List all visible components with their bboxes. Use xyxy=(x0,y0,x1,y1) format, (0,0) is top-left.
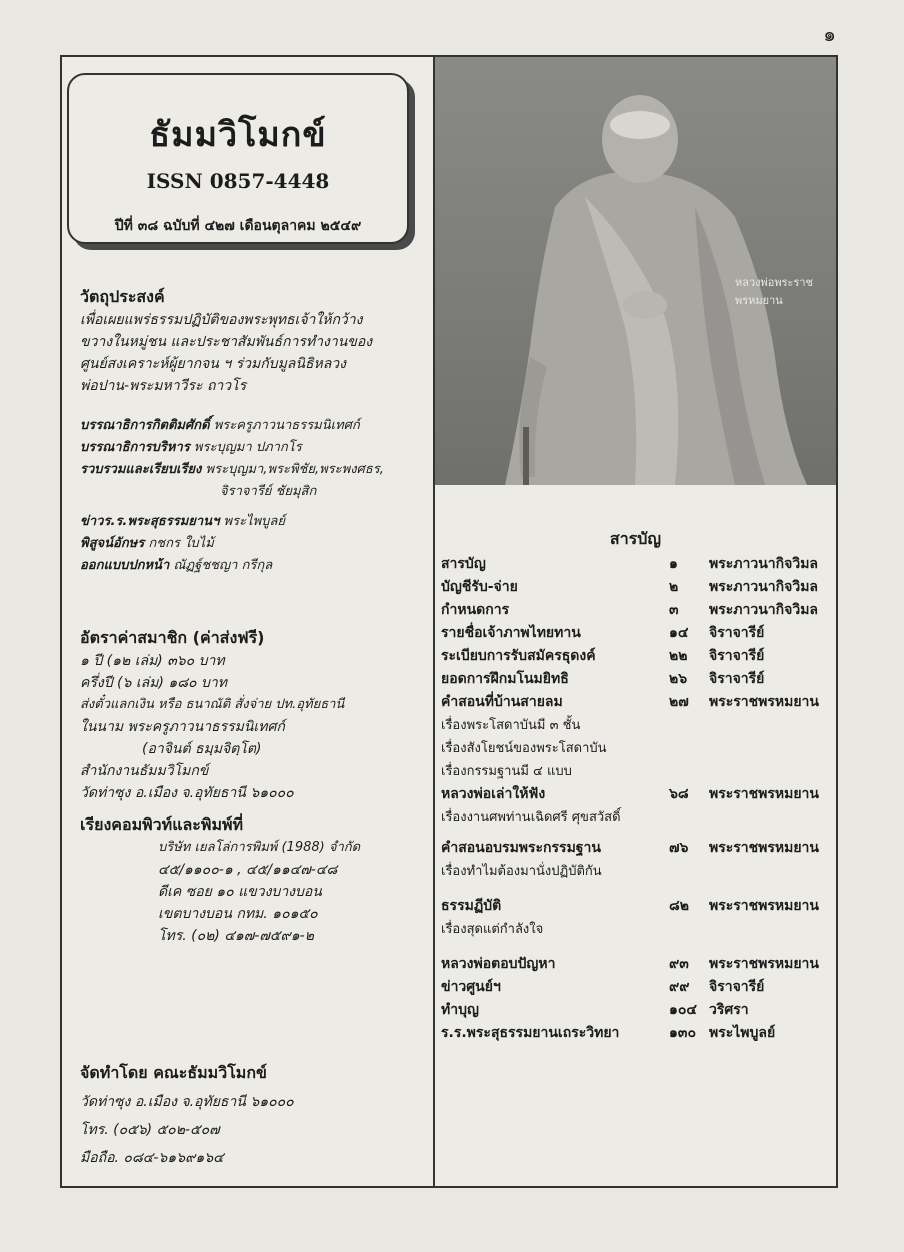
toc-page: ๖๘ xyxy=(669,786,689,802)
purpose-line: เพื่อเผยแพร่ธรรมปฏิบัติของพระพุทธเจ้าให้กว้าง xyxy=(80,312,363,328)
toc-subitem: เรื่องกรรมฐานมี ๔ แบบ xyxy=(441,764,572,779)
toc-title: คำสอนที่บ้านสายลม xyxy=(441,694,563,710)
issue-info: ปีที่ ๓๘ ฉบับที่ ๔๒๗ เดือนตุลาคม ๒๕๔๙ xyxy=(114,218,362,234)
toc-title: คำสอนอบรมพระกรรมฐาน xyxy=(441,840,601,856)
managing-editor-label: บรรณาธิการบริหาร xyxy=(80,440,190,455)
publisher-mobile: มือถือ. ๐๘๔-๖๑๖๙๑๖๔ xyxy=(80,1150,224,1166)
toc-title: ยอดการฝึกมโนมยิทธิ xyxy=(441,671,569,687)
toc-page: ๗๖ xyxy=(669,840,689,856)
toc-title: บัญชีรับ-จ่าย xyxy=(441,579,518,595)
printer-company: บริษัท เยลโล่การพิมพ์ (1988) จำกัด xyxy=(158,840,361,855)
subscription-heading: อัตราค่าสมาชิก (ค่าส่งฟรี) xyxy=(80,628,265,647)
news-name: พระไพบูลย์ xyxy=(223,514,285,529)
publisher-address: วัดท่าซุง อ.เมือง จ.อุทัยธานี ๖๑๐๐๐ xyxy=(80,1094,294,1110)
printer-tel: โทร. (๐๒) ๔๑๗-๗๕๙๑-๒ xyxy=(158,928,314,944)
toc-page: ๑๐๔ xyxy=(669,1002,698,1018)
toc-author: พระภาวนากิจวิมล xyxy=(709,556,818,572)
toc-page: ๙๓ xyxy=(669,956,689,972)
toc-title: ระเบียบการรับสมัครธุดงค์ xyxy=(441,648,596,664)
managing-editor xyxy=(80,437,423,459)
toc-heading: สารบัญ xyxy=(609,529,662,548)
staff-section xyxy=(80,415,423,577)
toc-subitem: เรื่องงานศพท่านเฉิดศรี ศุขสวัสดิ์ xyxy=(441,810,621,825)
toc-page: ๒๗ xyxy=(669,694,689,710)
payee-2: (อาจินต์ ธมฺมจิตฺโต) xyxy=(142,741,262,757)
toc-row xyxy=(441,783,836,806)
honorary-editor xyxy=(80,415,423,437)
subscription-section xyxy=(80,626,423,804)
toc-page: ๙๙ xyxy=(669,979,690,995)
toc-row xyxy=(441,1022,836,1045)
payment-info: ส่งตั๋วแลกเงิน หรือ ธนาณัติ สั่งจ่าย ปท.อุทัยธานี xyxy=(80,697,345,712)
toc-title: หลวงพ่อเล่าให้ฟัง xyxy=(441,786,546,802)
toc-row xyxy=(441,999,836,1022)
cover-label: ออกแบบปกหน้า xyxy=(80,558,170,573)
toc-page: ๓ xyxy=(669,602,679,618)
toc-row xyxy=(441,645,836,668)
toc-title: ข่าวศูนย์ฯ xyxy=(441,979,501,995)
toc-page: ๘๒ xyxy=(669,898,690,914)
publisher-section xyxy=(80,1061,423,1169)
office-name: สำนักงานธัมมวิโมกข์ xyxy=(80,763,209,779)
proof-name: กชกร ใบไม้ xyxy=(148,536,214,551)
toc-title: กำหนดการ xyxy=(441,602,510,618)
toc-author: พระราชพรหมยาน xyxy=(709,898,819,914)
right-column xyxy=(435,57,836,1186)
toc-author: จิราจารีย์ xyxy=(709,625,765,641)
toc-row xyxy=(441,691,836,714)
toc-title: ธรรมฏีบัติ xyxy=(441,898,502,914)
toc-title: รายชื่อเจ้าภาพไทยทาน xyxy=(441,625,581,641)
toc-author: พระไพบูลย์ xyxy=(709,1025,776,1041)
issn: ISSN 0857-4448 xyxy=(146,169,330,193)
news-label: ข่าวร.ร.พระสุธรรมยานฯ xyxy=(80,514,220,529)
printing-section xyxy=(80,813,423,947)
toc-row xyxy=(441,837,836,860)
toc-author: วริศรา xyxy=(709,1002,749,1018)
publisher-tel: โทร. (๐๕๖) ๕๐๒-๕๐๗ xyxy=(80,1122,220,1138)
toc-subitem: เรื่องสุดแต่กำลังใจ xyxy=(441,922,544,937)
monk-figure-illustration xyxy=(435,57,836,485)
masthead-box xyxy=(67,73,409,244)
toc-subitem: เรื่องพระโสดาบันมี ๓ ชั้น xyxy=(441,718,581,733)
printer-phones: ๔๕/๑๑๐๐-๑ , ๔๕/๑๑๔๗-๔๘ xyxy=(158,862,338,878)
toc-page: ๑๓๐ xyxy=(669,1025,697,1041)
toc-page: ๒๒ xyxy=(669,648,688,664)
compilers-names-2: จิราจารีย์ ชัยมุสิก xyxy=(220,484,317,499)
toc-subitem: เรื่องทำไมต้องมานั่งปฏิบัติกัน xyxy=(441,864,602,879)
left-column xyxy=(62,57,433,1186)
compilers xyxy=(80,459,423,481)
toc-author: พระราชพรหมยาน xyxy=(709,786,819,802)
purpose-line: ศูนย์สงเคราะห์ผู้ยากจน ฯ ร่วมกับมูลนิธิหลวง xyxy=(80,356,346,372)
toc-author: จิราจารีย์ xyxy=(709,979,765,995)
compilers-names: พระบุญมา,พระพิชัย,พระพงศธร, xyxy=(205,462,384,477)
news-editor xyxy=(80,511,423,533)
purpose-line: พ่อปาน-พระมหาวีระ ถาวโร xyxy=(80,378,247,394)
toc-page: ๒๖ xyxy=(669,671,688,687)
printer-address-1: ดีเค ซอย ๑๐ แขวงบางบอน xyxy=(158,884,322,900)
office-address: วัดท่าซุง อ.เมือง จ.อุทัยธานี ๖๑๐๐๐ xyxy=(80,785,294,801)
toc-author: พระภาวนากิจวิมล xyxy=(709,579,818,595)
photo-caption: หลวงพ่อพระราชพรหมยาน xyxy=(735,276,814,307)
toc-row xyxy=(441,553,836,576)
toc-subitem: เรื่องสังโยชน์ของพระโสดาบัน xyxy=(441,741,607,756)
managing-editor-name: พระบุญมา ปภากโร xyxy=(193,440,302,455)
monk-photo xyxy=(435,57,836,485)
subscription-year: ๑ ปี (๑๒ เล่ม) ๓๖๐ บาท xyxy=(80,653,225,669)
purpose-line: ขวางในหมู่ชน และประชาสัมพันธ์การทำงานของ xyxy=(80,334,373,350)
toc-author: พระราชพรหมยาน xyxy=(709,694,819,710)
subscription-half: ครึ่งปี (๖ เล่ม) ๑๘๐ บาท xyxy=(80,675,228,691)
toc-author: พระภาวนากิจวิมล xyxy=(709,602,818,618)
toc-row xyxy=(441,895,836,918)
toc-author: พระราชพรหมยาน xyxy=(709,956,819,972)
table-of-contents xyxy=(441,553,836,1045)
toc-row xyxy=(441,576,836,599)
purpose-section xyxy=(80,285,423,397)
toc-title: ทำบุญ xyxy=(441,1002,479,1018)
toc-author: จิราจารีย์ xyxy=(709,671,765,687)
toc-page: ๒ xyxy=(669,579,679,595)
compilers-label: รวบรวมและเรียบเรียง xyxy=(80,462,202,477)
toc-author: จิราจารีย์ xyxy=(709,648,765,664)
toc-title: ร.ร.พระสุธรรมยานเถระวิทยา xyxy=(441,1025,620,1041)
payee: ในนาม พระครูภาวนาธรรมนิเทศก์ xyxy=(80,719,285,735)
magazine-title: ธัมมวิโมกข์ xyxy=(149,115,327,155)
page-number: ๑ xyxy=(823,22,836,46)
toc-row xyxy=(441,976,836,999)
toc-page: ๑๔ xyxy=(669,625,689,641)
honorary-editor-label: บรรณาธิการกิตติมศักดิ์ xyxy=(80,418,210,433)
proofreader xyxy=(80,533,423,555)
toc-row xyxy=(441,599,836,622)
page-frame xyxy=(60,55,838,1188)
toc-page: ๑ xyxy=(669,556,678,572)
cover-name: ณัฏฐ์ชชญา กรีกุล xyxy=(173,558,273,573)
proof-label: พิสูจน์อักษร xyxy=(80,536,145,551)
toc-title: สารบัญ xyxy=(441,556,486,572)
publisher-heading: จัดทำโดย คณะธัมมวิโมกข์ xyxy=(80,1063,267,1082)
printer-address-2: เขตบางบอน กทม. ๑๐๑๕๐ xyxy=(158,906,318,922)
toc-row xyxy=(441,668,836,691)
cover-designer xyxy=(80,555,423,577)
honorary-editor-name: พระครูภาวนาธรรมนิเทศก์ xyxy=(213,418,360,433)
toc-title: หลวงพ่อตอบปัญหา xyxy=(441,956,556,972)
toc-row xyxy=(441,953,836,976)
printing-heading: เรียงคอมพิวท์และพิมพ์ที่ xyxy=(80,815,244,834)
toc-row xyxy=(441,622,836,645)
toc-author: พระราชพรหมยาน xyxy=(709,840,819,856)
purpose-heading: วัตถุประสงค์ xyxy=(80,287,165,306)
